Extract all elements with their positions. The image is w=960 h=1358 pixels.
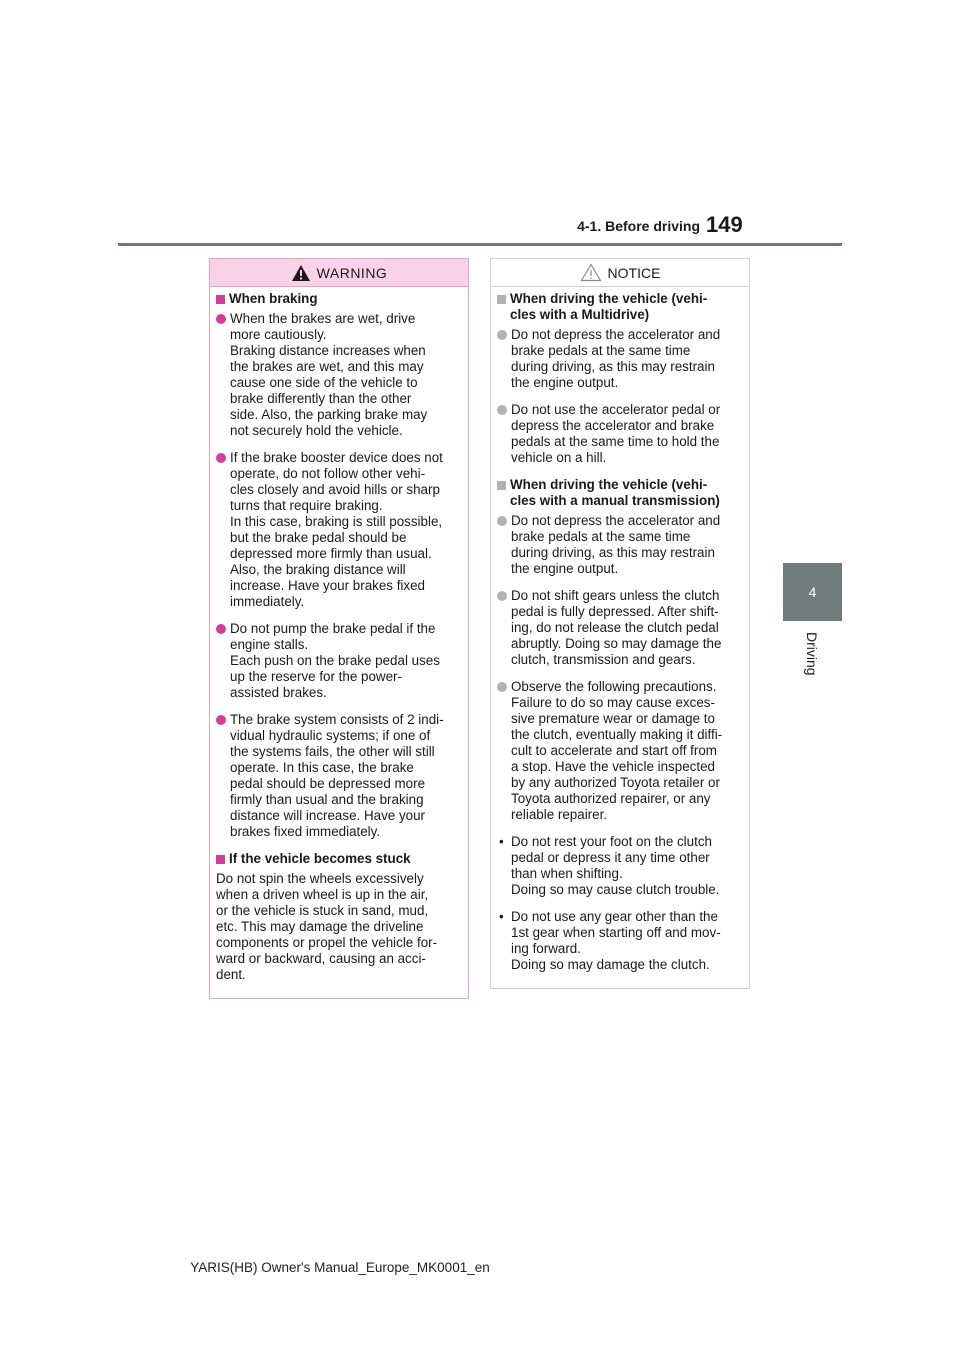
bullet-dot-icon <box>216 624 226 634</box>
list-item: Do not depress the accelerator and brake pedals at the same time during driving, as this may restrain the engine output. <box>497 327 743 391</box>
square-marker-icon <box>216 295 225 304</box>
footer-text: YARIS(HB) Owner's Manual_Europe_MK0001_en <box>190 1260 490 1275</box>
bullet-dot-icon <box>497 682 507 692</box>
square-marker-icon <box>216 855 225 864</box>
sub-list-item: • Do not use any gear other than the 1st gear when starting off and mov- ing forward. Doing so may damage the clutch. <box>499 909 721 972</box>
bullet-dot-icon <box>216 314 226 324</box>
warning-title: WARNING <box>316 264 388 281</box>
list-item: Observe the following precautions. Failure to do so may cause exces- sive premature wear or damage to the clutch, eventually making it diffi- cult to accelerate and start off from a stop. Have the vehicle inspected by any authorized Toyota retailer or Toyota authorized repairer, or any reliable repairer. <box>497 679 743 823</box>
notice-header <box>491 259 749 287</box>
list-item: When the brakes are wet, drive more cautiously. Braking distance increases when the brakes are wet, and this may cause one side of the vehicle to brake differently than the other side. Also, the parking brake may not securely hold the vehicle. <box>216 311 462 439</box>
notice-triangle-icon <box>580 263 602 282</box>
bullet-dot-icon <box>216 715 226 725</box>
sub-list-item: • Do not rest your foot on the clutch pedal or depress it any time other than when shifting. Doing so may cause clutch trouble. <box>499 834 720 897</box>
notice-title: NOTICE <box>607 264 661 281</box>
page-number: 149 <box>706 212 743 237</box>
list-item: Do not pump the brake pedal if the engine stalls. Each push on the brake pedal uses up the reserve for the power- assisted brakes. <box>216 621 462 701</box>
bullet-dot-icon <box>497 405 507 415</box>
notice-box <box>490 258 750 989</box>
chapter-number: 4 <box>808 584 817 600</box>
bullet-dot-icon <box>497 591 507 601</box>
list-item: If the brake booster device does not operate, do not follow other vehi- cles closely and avoid hills or sharp turns that require braking. In this case, braking is still possible, but the brake pedal should be depressed more firmly than usual. Also, the braking distance will increase. Have your brakes fixed immediately. <box>216 450 462 610</box>
section-title: 4-1. Before driving <box>577 218 700 234</box>
bullet-dot-icon <box>497 330 507 340</box>
dot-marker-icon: • <box>499 834 504 849</box>
list-item: Do not shift gears unless the clutch pedal is fully depressed. After shift- ing, do not release the clutch pedal abruptly. Doing so may damage the clutch, transmission and gears. <box>497 588 743 668</box>
bullet-dot-icon <box>216 453 226 463</box>
section-heading: When driving the vehicle (vehi- cles with a Multidrive) <box>497 291 743 323</box>
list-item: Do not depress the accelerator and brake pedals at the same time during driving, as this may restrain the engine output. <box>497 513 743 577</box>
bullet-dot-icon <box>497 516 507 526</box>
warning-box <box>209 258 469 999</box>
list-item: Do not use the accelerator pedal or depress the accelerator and brake pedals at the same time to hold the vehicle on a hill. <box>497 402 743 466</box>
square-marker-icon <box>497 481 506 490</box>
dot-marker-icon: • <box>499 909 504 924</box>
header-divider <box>118 243 842 246</box>
square-marker-icon <box>497 295 506 304</box>
chapter-tab[interactable] <box>783 563 842 621</box>
chapter-label: Driving <box>804 632 820 676</box>
section-heading: If the vehicle becomes stuck <box>216 851 462 867</box>
warning-header <box>210 259 468 287</box>
warning-triangle-icon <box>291 264 311 282</box>
list-item: The brake system consists of 2 indi- vidual hydraulic systems; if one of the systems fails, the other will still operate. In this case, the brake pedal should be depressed more firmly than usual and the braking distance will increase. Have your brakes fixed immediately. <box>216 712 462 840</box>
paragraph: Do not spin the wheels excessively when a driven wheel is up in the air, or the vehicle is stuck in sand, mud, etc. This may damage the driveline components or propel the vehicle for- ward or backward, causing an acci- dent. <box>216 871 438 982</box>
section-heading: When braking <box>216 291 462 307</box>
section-heading: When driving the vehicle (vehi- cles with a manual transmission) <box>497 477 743 509</box>
